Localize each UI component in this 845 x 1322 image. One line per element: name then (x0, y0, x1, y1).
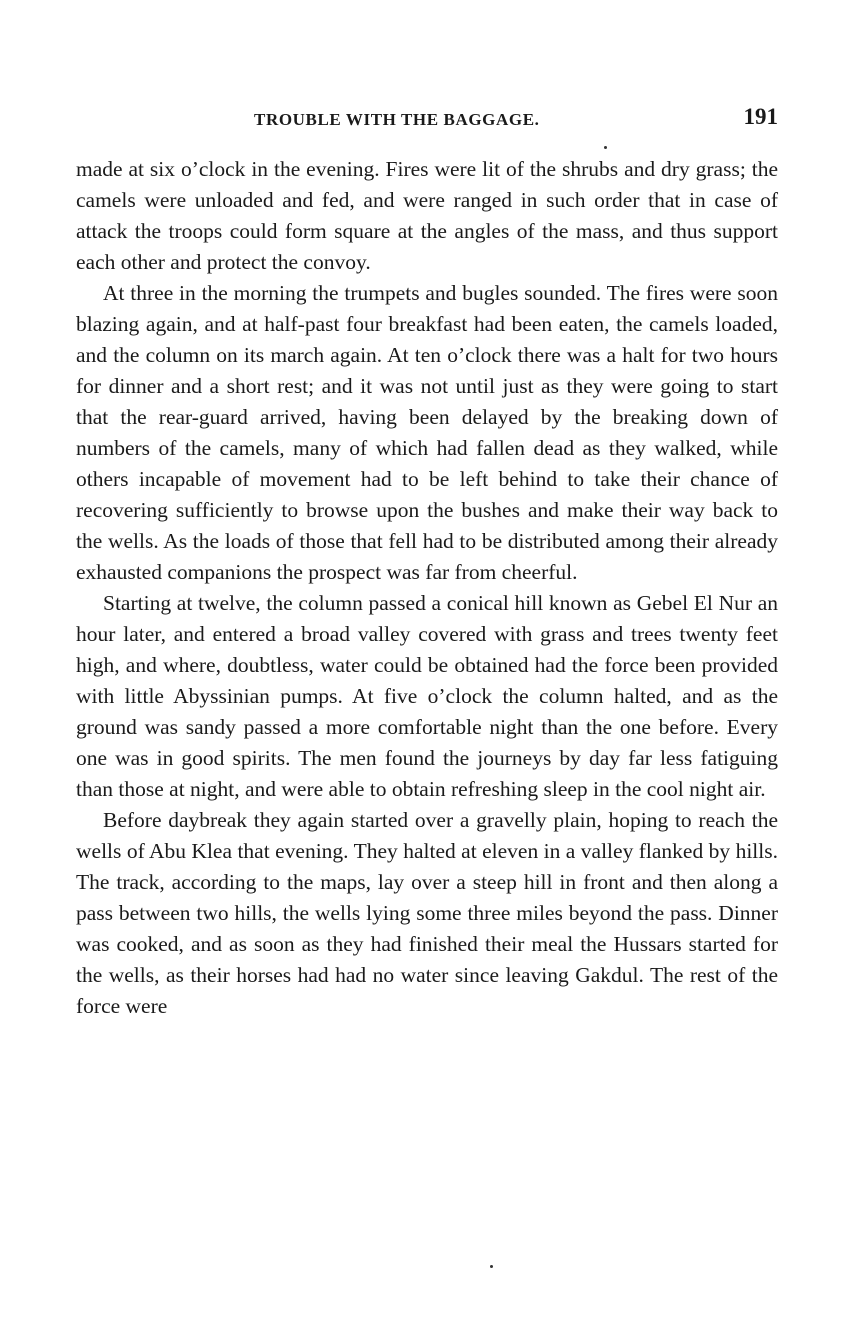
paragraph: Starting at twelve, the column passed a conical hill known as Gebel El Nur an hour later, and entered a broad valley covered with grass and trees twenty feet high, and where, doubtless, water could be obtained had the force been provided with little Abyssinian pumps. At five o’clock the column halted, and as the ground was sandy passed a more comfortable night than the one before. Every one was in good spirits. The men found the journeys by day far less fatiguing than those at night, and were able to obtain refreshing sleep in the cool night air. (76, 591, 778, 801)
print-speck (604, 146, 607, 149)
running-head (76, 104, 778, 134)
paragraph: Before daybreak they again started over a gravelly plain, hoping to reach the wells of Abu Klea that evening. They halted at eleven in a valley flanked by hills. The track, according to the maps, lay over a steep hill in front and then along a pass between two hills, the wells lying some three miles beyond the pass. Dinner was cooked, and as soon as they had finished their meal the Hussars started for the wells, as their horses had had no water since leaving Gakdul. The rest of the force were (76, 808, 778, 1018)
running-title: TROUBLE WITH THE BAGGAGE. (254, 110, 540, 129)
print-speck (490, 1265, 493, 1268)
paragraph: At three in the morning the trumpets and bugles sounded. The fires were soon blazing again, and at half-past four breakfast had been eaten, the camels loaded, and the column on its march again. At ten o’clock there was a halt for two hours for dinner and a short rest; and it was not until just as they were going to start that the rear-guard arrived, having been delayed by the breaking down of numbers of the camels, many of which had fallen dead as they walked, while others incapable of movement had to be left behind to take their chance of recovering sufficiently to browse upon the bushes and make their way back to the wells. As the loads of those that fell had to be distributed among their already exhausted companions the prospect was far from cheerful. (76, 281, 778, 584)
page-number: 191 (743, 104, 778, 129)
body-text (76, 154, 778, 1022)
paragraph: made at six o’clock in the evening. Fires were lit of the shrubs and dry grass; the camels were unloaded and fed, and were ranged in such order that in case of attack the troops could form square at the angles of the mass, and thus support each other and protect the convoy. (76, 157, 778, 274)
